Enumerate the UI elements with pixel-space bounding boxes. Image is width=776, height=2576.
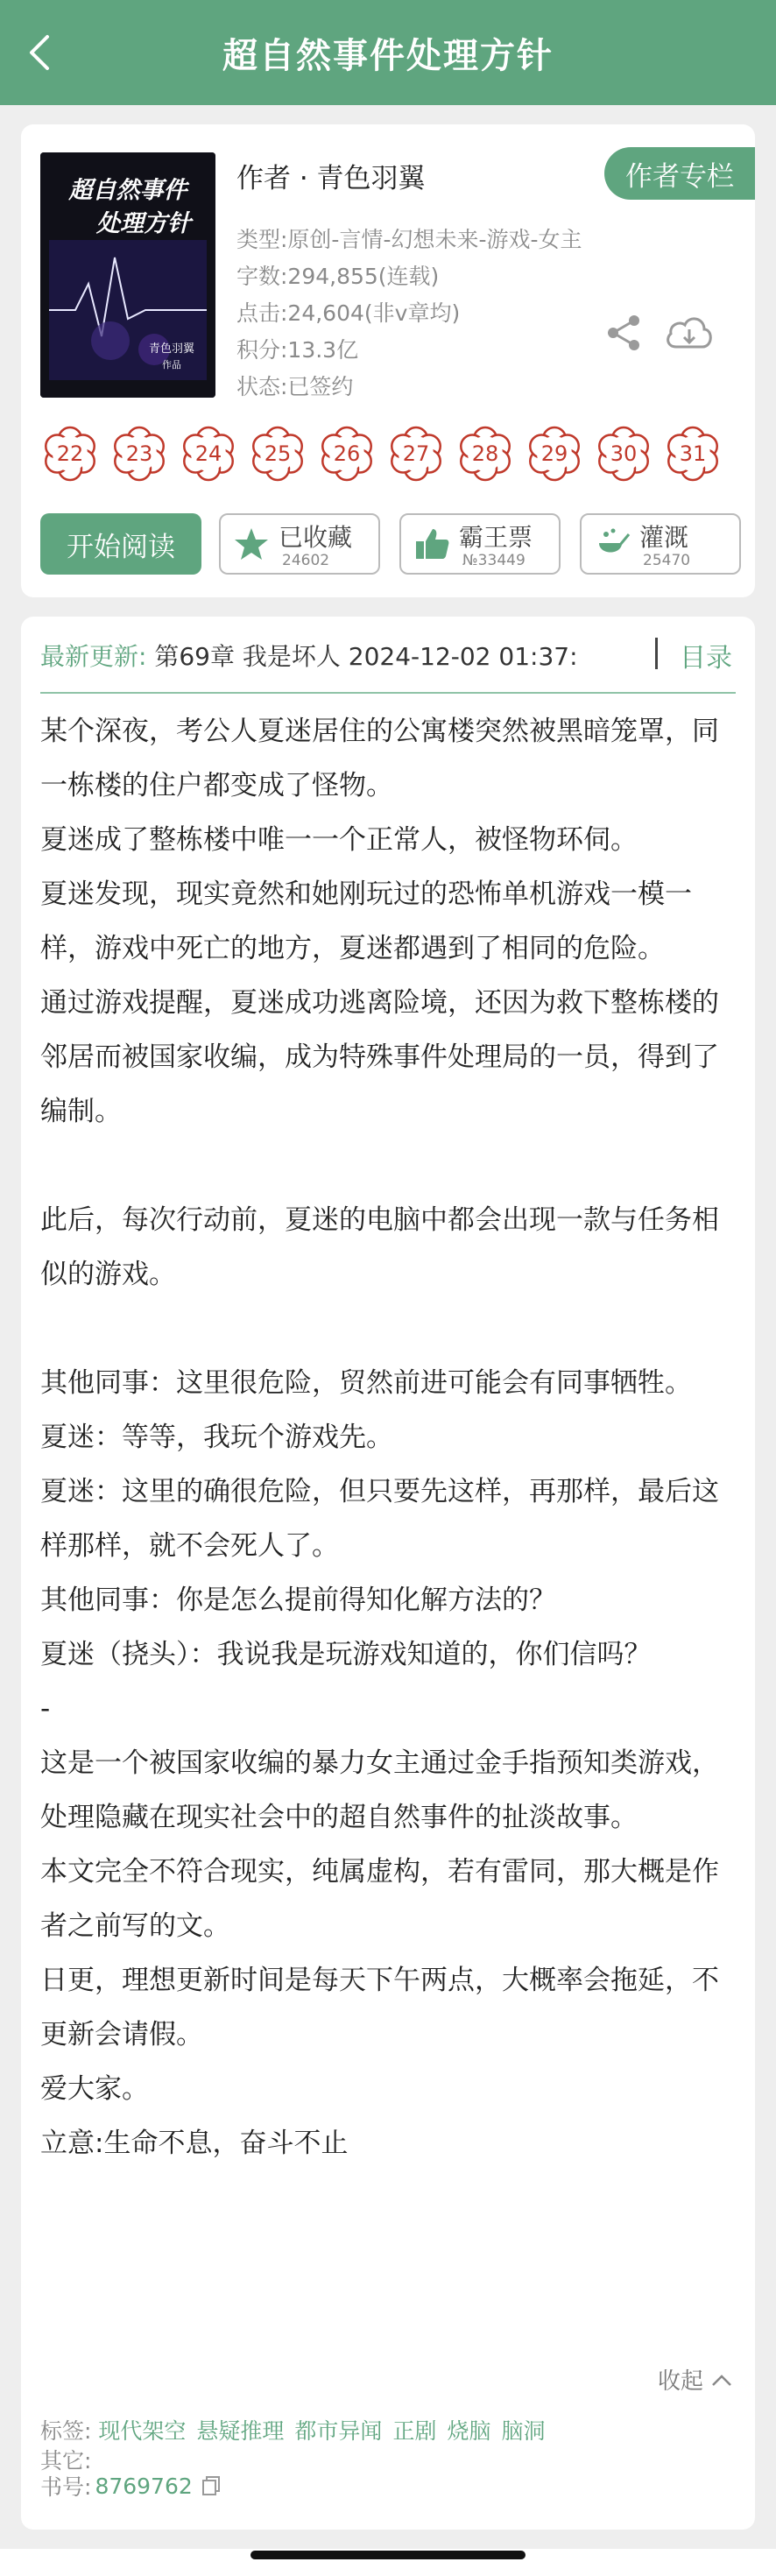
tag-number: 25 (264, 441, 292, 466)
tag-flower-8[interactable] (594, 424, 653, 483)
book-word-count: 字数:294,855(连载) (236, 264, 440, 289)
tag-flower-2[interactable] (179, 424, 238, 483)
page-title: 超自然事件处理方针 (222, 35, 554, 76)
home-indicator[interactable] (250, 2551, 526, 2559)
other-label: 其它: (40, 2448, 92, 2474)
intro-paragraph: 夏迷成了整栋楼中唯一一个正常人，被怪物环伺。 (40, 824, 638, 856)
tag-link[interactable]: 现代架空 (98, 2418, 187, 2444)
water-button[interactable] (580, 513, 741, 575)
start-reading-button[interactable]: 开始阅读 (40, 513, 201, 575)
book-status: 状态:已签约 (236, 374, 354, 399)
author-name[interactable]: 作者 · 青色羽翼 (236, 163, 426, 194)
tag-flower-5[interactable] (386, 424, 446, 483)
tag-link[interactable]: 都市异闻 (294, 2418, 383, 2444)
intro-paragraph: 立意:生命不息，奋斗不止 (40, 2128, 349, 2159)
book-intro-card (21, 617, 755, 2530)
paragraph-gap (40, 1139, 741, 1193)
ticket-button[interactable] (399, 513, 561, 575)
tag-number: 24 (194, 441, 222, 466)
toc-link[interactable]: 目录 (680, 643, 732, 674)
toc-separator (655, 638, 658, 669)
tag-flower-1[interactable] (109, 424, 169, 483)
intro-paragraph: 夏迷发现，现实竟然和她刚玩过的恐怖单机游戏一模一样，游戏中死亡的地方，夏迷都遇到了相同的危险。 (40, 879, 692, 964)
tag-flower-3[interactable] (248, 424, 307, 483)
share-icon[interactable] (604, 314, 643, 352)
action-buttons (40, 513, 755, 578)
book-number (40, 2470, 222, 2502)
thumbs-up-icon (413, 526, 450, 562)
intro-paragraph: 某个深夜，考公人夏迷居住的公寓楼突然被黑暗笼罩，同一栋楼的住户都变成了怪物。 (40, 716, 719, 801)
intro-paragraph: 日更，理想更新时间是每天下午两点，大概率会拖延，不更新会请假。 (40, 1965, 719, 2050)
tag-number: 31 (679, 441, 707, 466)
tag-number: 27 (402, 441, 430, 466)
cover-title-line1: 超自然事件 (68, 177, 187, 204)
cloud-download-icon[interactable] (664, 312, 715, 354)
cover-author-tag: 青色羽翼 (148, 342, 195, 356)
intro-paragraph: 其他同事：你是怎么提前得知化解方法的？ (40, 1584, 556, 1616)
favorite-count: 24602 (282, 552, 330, 569)
book-intro-text (40, 704, 741, 2170)
tag-link[interactable]: 烧脑 (447, 2418, 491, 2444)
tag-number: 23 (125, 441, 153, 466)
intro-paragraph: 夏迷（挠头）：我说我是玩游戏知道的，你们信吗？ (40, 1639, 652, 1670)
copy-icon[interactable] (200, 2474, 222, 2497)
book-number-label: 书号: (40, 2474, 92, 2500)
tag-flower-4[interactable] (317, 424, 377, 483)
water-count: 25470 (643, 552, 691, 569)
back-arrow-icon[interactable] (23, 32, 58, 74)
tag-number: 28 (471, 441, 499, 466)
book-points: 积分:13.3亿 (236, 337, 359, 363)
book-number-value: 8769762 (95, 2473, 193, 2499)
tags-line (40, 2414, 555, 2445)
tag-number: 29 (540, 441, 568, 466)
tag-flower-6[interactable] (455, 424, 515, 483)
author-column-button[interactable]: 作者专栏 (604, 147, 755, 200)
intro-paragraph: 爱大家。 (40, 2073, 149, 2105)
favorite-button[interactable] (219, 513, 380, 575)
paragraph-gap (40, 1302, 741, 1356)
tag-number: 26 (333, 441, 361, 466)
tag-number: 30 (610, 441, 638, 466)
latest-update-label: 最新更新: (40, 642, 147, 671)
collapse-button[interactable] (658, 2363, 733, 2396)
tag-link[interactable]: 正剧 (392, 2418, 437, 2444)
watering-can-icon (594, 526, 631, 562)
tag-number: 22 (56, 441, 84, 466)
cover-work-tag: 作品 (162, 359, 181, 371)
intro-paragraph: 本文完全不符合现实，纯属虚构，若有雷同，那大概是作者之前写的文。 (40, 1856, 719, 1942)
tag-flower-7[interactable] (525, 424, 584, 483)
water-label: 灌溉 (639, 523, 689, 552)
intro-paragraph: - (40, 1693, 51, 1725)
book-type: 类型:原创-言情-幻想未来-游戏-女主 (236, 227, 582, 252)
intro-paragraph: 此后，每次行动前，夏迷的电脑中都会出现一款与任务相似的游戏。 (40, 1204, 719, 1290)
intro-paragraph: 这是一个被国家收编的暴力女主通过金手指预知类游戏，处理隐藏在现实社会中的超自然事件的扯淡故事。 (40, 1747, 719, 1833)
book-cover-image[interactable] (40, 152, 215, 398)
latest-update-text: 第69章 我是坏人 2024-12-02 01:37: (154, 642, 578, 671)
star-icon (233, 526, 270, 562)
collapse-label: 收起 (658, 2368, 704, 2395)
tag-flower-0[interactable] (40, 424, 100, 483)
tag-flowers-row (40, 424, 755, 485)
book-clicks: 点击:24,604(非v章均) (236, 300, 461, 326)
top-nav-bar (0, 0, 776, 105)
favorite-label: 已收藏 (279, 523, 353, 552)
ticket-label: 霸王票 (459, 523, 533, 552)
tag-link[interactable]: 脑洞 (501, 2418, 546, 2444)
tag-link[interactable]: 悬疑推理 (196, 2418, 285, 2444)
intro-paragraph: 通过游戏提醒，夏迷成功逃离险境，还因为救下整栋楼的邻居而被国家收编，成为特殊事件处理局的一员，得到了编制。 (40, 987, 719, 1127)
latest-update[interactable] (40, 638, 671, 673)
intro-paragraph: 夏迷：等等，我玩个游戏先。 (40, 1422, 393, 1453)
tag-flower-9[interactable] (663, 424, 723, 483)
ticket-rank: №33449 (462, 552, 526, 569)
chevron-up-icon (710, 2372, 733, 2388)
intro-paragraph: 其他同事：这里很危险，贸然前进可能会有同事牺牲。 (40, 1367, 692, 1399)
intro-paragraph: 夏迷：这里的确很危险，但只要先这样，再那样，最后这样那样，就不会死人了。 (40, 1476, 719, 1562)
divider (40, 692, 736, 694)
tags-label: 标签: (40, 2418, 92, 2444)
book-info-card (21, 124, 755, 597)
cover-title-line2: 处理方针 (96, 210, 191, 237)
